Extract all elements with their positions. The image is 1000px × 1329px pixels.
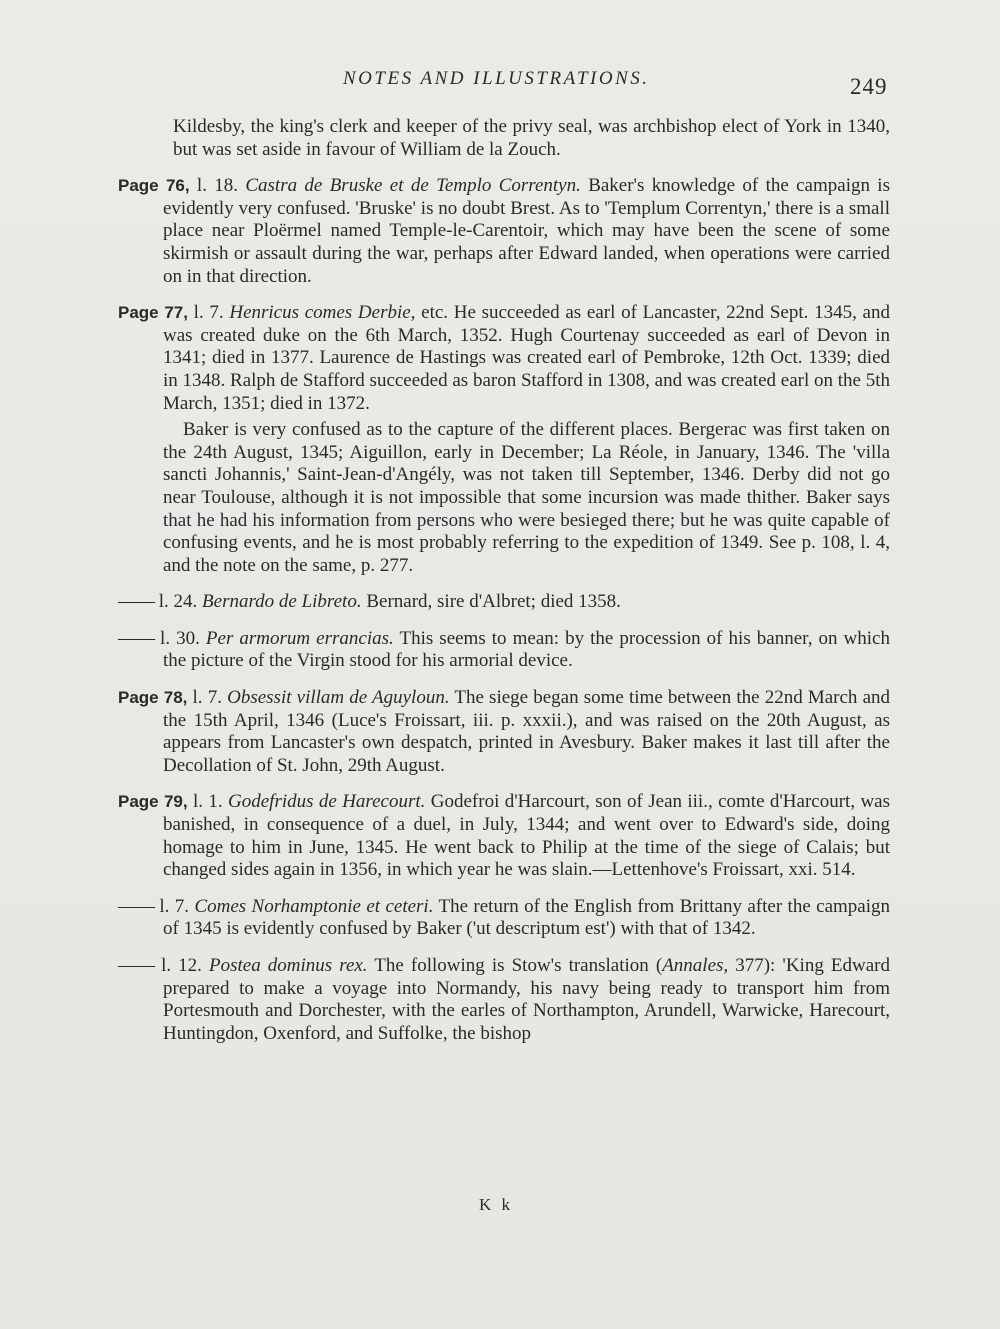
- ditto-dash: ——: [118, 591, 154, 613]
- latin-lemma: Obsessit villam de Aguyloun.: [227, 687, 450, 709]
- latin-lemma: Castra de Bruske et de Templo Correntyn.: [245, 175, 581, 197]
- running-title: NOTES AND ILLUSTRATIONS.: [343, 68, 650, 89]
- note-line-12: [118, 955, 890, 1045]
- note-page-79: [118, 791, 890, 881]
- line-reference: l. 7.: [154, 895, 195, 917]
- note-line-7: [118, 896, 890, 941]
- notes-body: [118, 116, 890, 1059]
- note-text: Godefroi d'Harcourt, son of Jean iii., comte d'Harcourt, was banished, in consequence of a duel, in July, 1344; and went over to Edward's side, doing homage to him in June, 1345. He went back to Philip at the time of the siege of Calais; but changed sides again in 1356, in which year he was slain.—Lettenhove's Froissart, xxi. 514.: [163, 791, 890, 881]
- page-header: [0, 62, 1000, 102]
- note-text-lead: The following is Stow's translation (: [367, 955, 663, 976]
- page-reference: Page 77,: [118, 303, 188, 323]
- note-text: Baker's knowledge of the campaign is evidently very confused. 'Bruske' is no doubt Brest. As to 'Templum Correntyn,' there is a small place near Ploërmel named Temple-le-Carentoir, which may have been the scene of some skirmish or assault during the war, perhaps after Edward landed, when operations were carried on in that direction.: [163, 175, 890, 287]
- line-reference: l. 30.: [154, 627, 206, 649]
- page-reference: Page 79,: [118, 792, 188, 812]
- line-reference: l. 18.: [189, 175, 246, 197]
- line-reference: l. 24.: [154, 591, 203, 613]
- page-reference: Page 76,: [118, 176, 190, 196]
- note-text: This seems to mean: by the procession of his banner, on which the picture of the Virgin stood for his armorial device.: [163, 627, 890, 672]
- latin-citation: Annales,: [662, 955, 729, 976]
- latin-lemma: Bernardo de Libreto.: [202, 591, 362, 613]
- printer-signature-mark: K k: [479, 1195, 514, 1214]
- note-text: 377): 'King Edward prepared to make a voyage into Normandy, his navy being ready to transport him from Portesmouth and Dorchester, with the earles of Northampton, Arundell, Warwicke, Harecourt, Huntingdon, Oxenford, and Suffolke, the bishop: [163, 955, 890, 1044]
- note-page-78: [118, 687, 890, 777]
- note-text: etc. He succeeded as earl of Lancaster, 22nd Sept. 1345, and was created duke on the 6th March, 1352. Hugh Courtenay succeeded as earl of Devon in 1341; died in 1377. Laurence de Hastings was created earl of Pembroke, 12th Oct. 1339; died in 1348. Ralph de Stafford succeeded as baron Stafford in 1308, and was created earl on the 5th March, 1351; died in 1372.: [163, 302, 890, 414]
- note-text: Bernard, sire d'Albret; died 1358.: [361, 591, 621, 613]
- line-reference: l. 12.: [154, 955, 209, 976]
- page-number: 249: [850, 74, 888, 99]
- note-page-77-paragraph-2: [118, 419, 890, 577]
- latin-lemma: Godefridus de Harecourt.: [228, 791, 426, 813]
- note-line-24: [118, 591, 890, 614]
- ditto-dash: ——: [118, 627, 154, 649]
- latin-lemma: Per armorum errancias.: [205, 627, 394, 649]
- note-continuation: [118, 116, 890, 161]
- line-reference: l. 7.: [187, 687, 228, 709]
- note-page-77: [118, 302, 890, 415]
- note-text: The return of the English from Brittany after the campaign of 1345 is evidently confused by Baker ('ut descriptum est') with that of 1342.: [163, 895, 891, 940]
- note-text: Baker is very confused as to the capture of the different places. Bergerac was first taken on the 24th August, 1345; Aiguillon, early in December; La Réole, in January, 1346. The 'villa sancti Johannis,' Saint-Jean-d'Angély, was not taken till September, 1346. Derby did not go near Toulouse, although it is not impossible that some incursion was made thither. Baker says that he had his information from persons who were besieged there; but he was quite capable of confusing events, and he is most probably referring to the expedition of 1349. See p. 108, l. 4, and the note on the same, p. 277.: [163, 419, 890, 576]
- note-text: The siege began some time between the 22nd March and the 15th April, 1346 (Luce's Froissart, iii. p. xxxii.), and was raised on the 20th August, as appears from Lancaster's own despatch, printed in Avesbury. Baker makes it last till after the Decollation of St. John, 29th August.: [163, 687, 891, 776]
- ditto-dash: ——: [118, 895, 154, 917]
- page-reference: Page 78,: [118, 688, 188, 708]
- note-line-30: [118, 628, 890, 673]
- ditto-dash: ——: [118, 955, 154, 976]
- latin-lemma: Comes Norhamptonie et ceteri.: [194, 895, 434, 917]
- latin-lemma: Postea dominus rex.: [209, 955, 368, 976]
- line-reference: l. 7.: [187, 302, 230, 324]
- note-text: Kildesby, the king's clerk and keeper of the privy seal, was archbishop elect of York in 1340, but was set aside in favour of William de la Zouch.: [173, 116, 890, 160]
- latin-lemma: Henricus comes Derbie,: [229, 302, 416, 324]
- note-page-76: [118, 175, 890, 288]
- line-reference: l. 1.: [187, 791, 229, 813]
